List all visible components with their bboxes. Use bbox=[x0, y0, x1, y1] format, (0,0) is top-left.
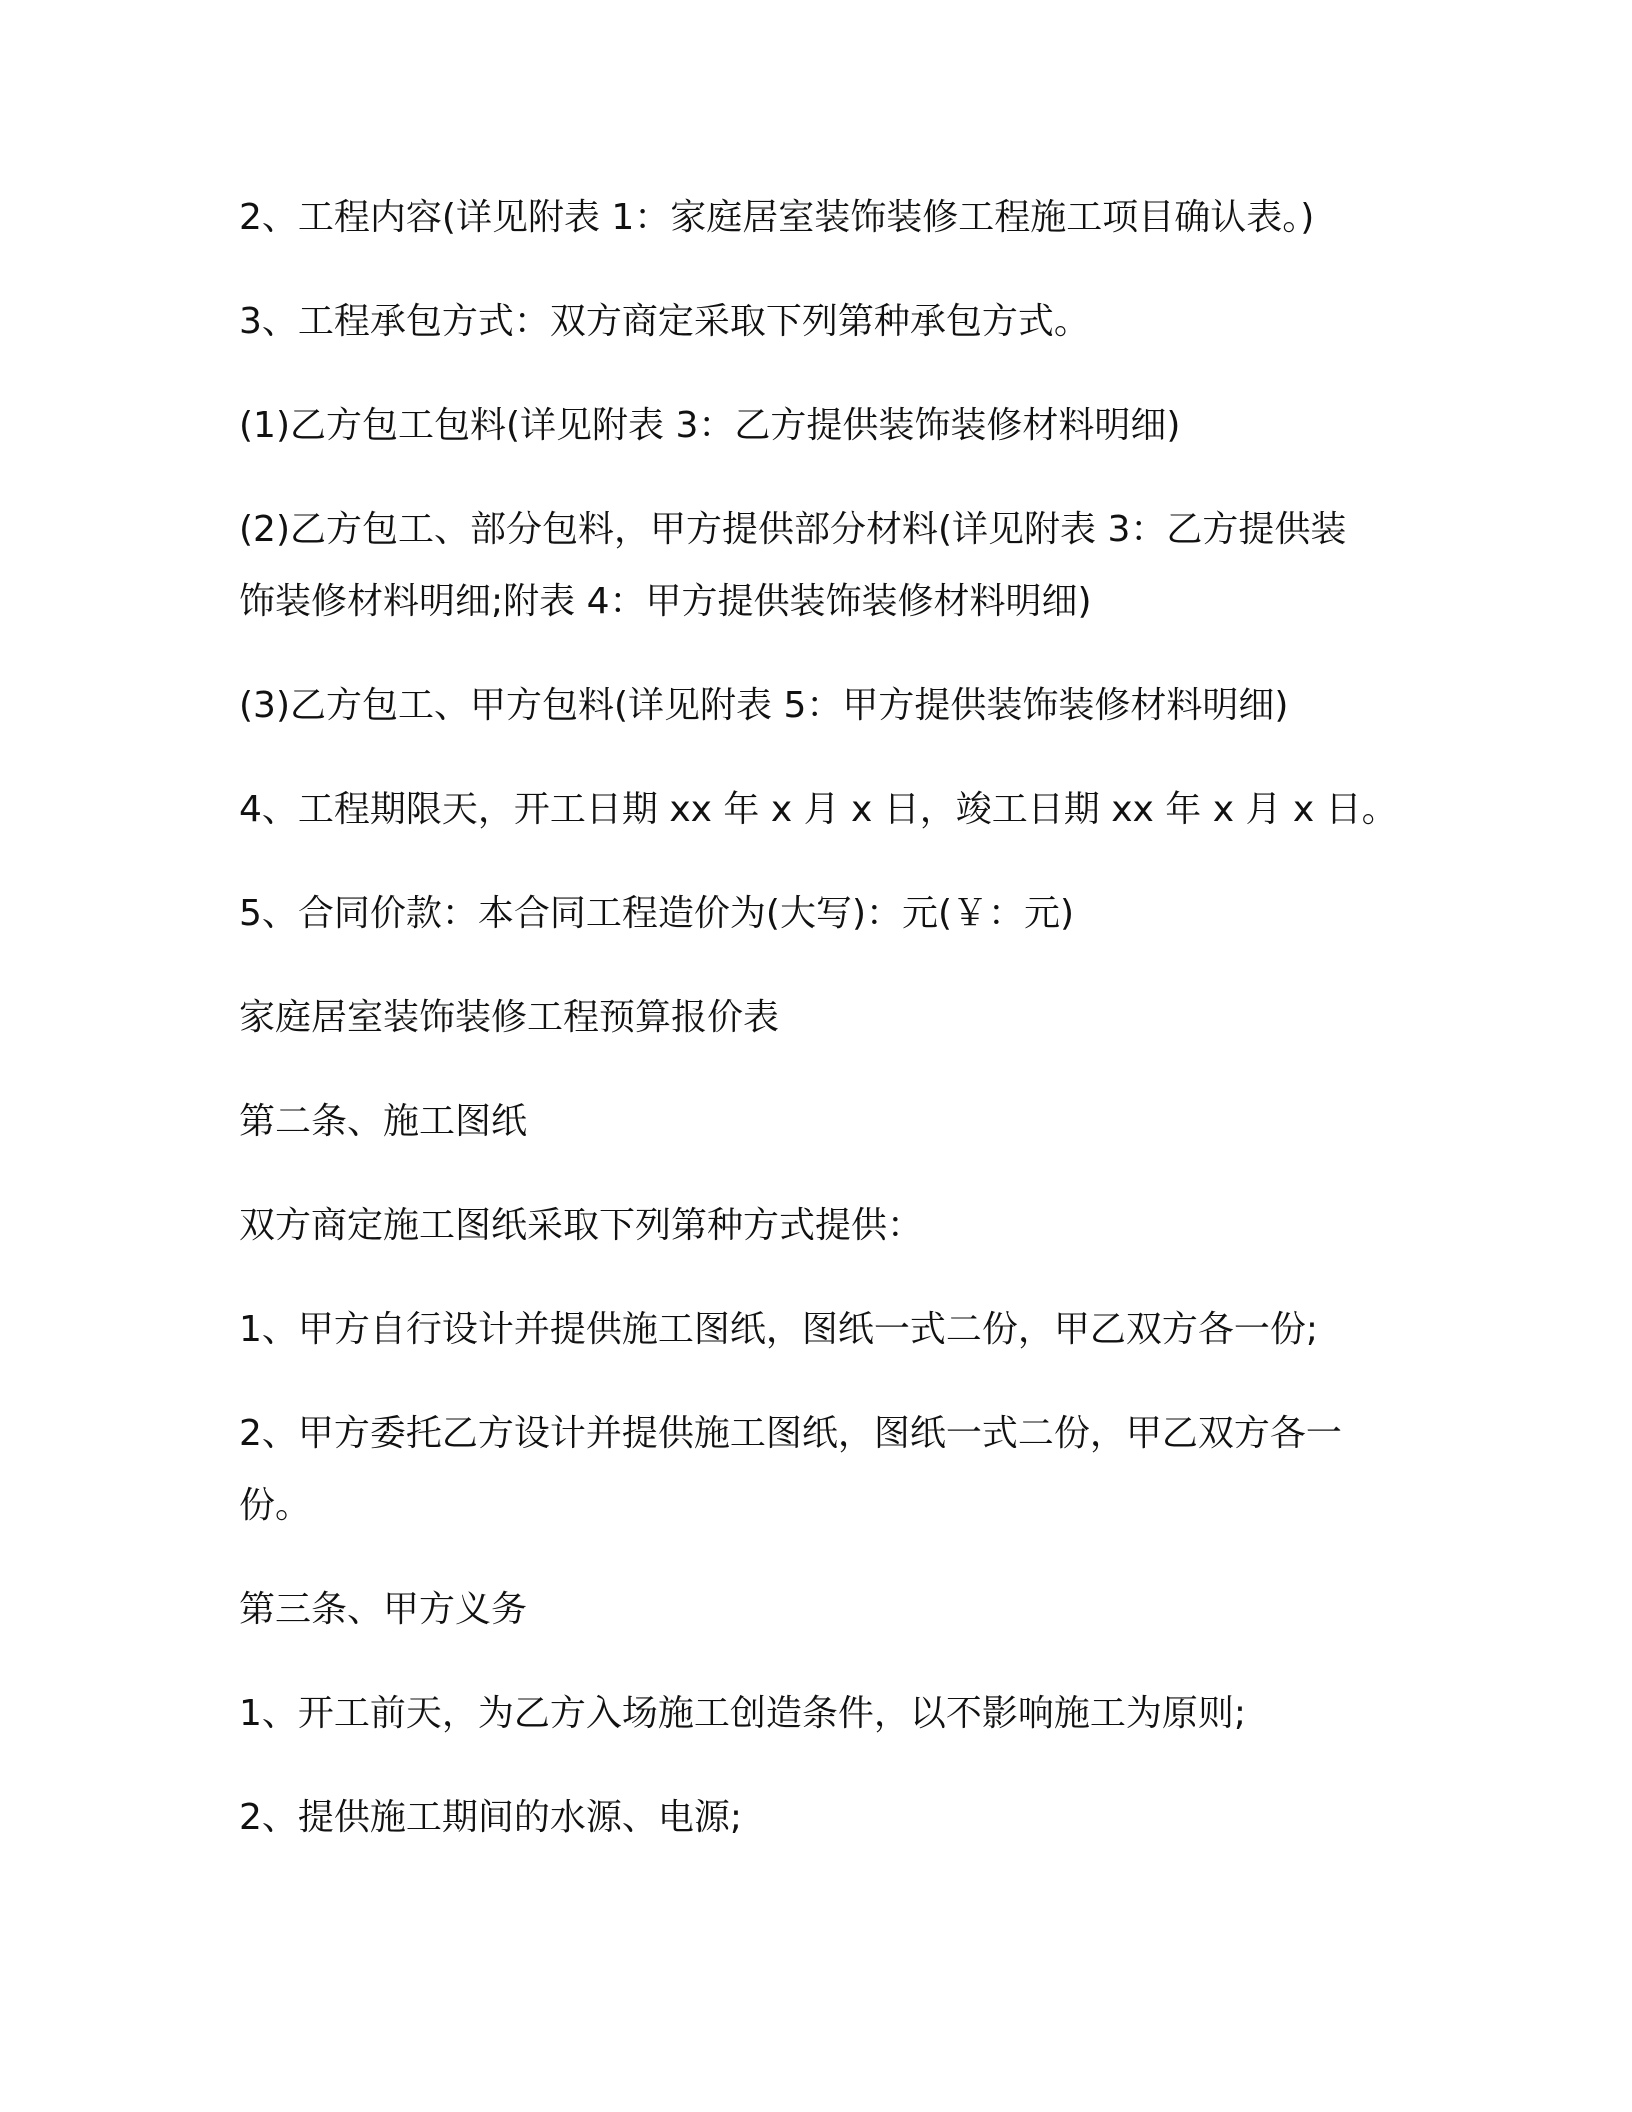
item-2-project-content: 2、工程内容(详见附表 1：家庭居室装饰装修工程施工项目确认表。) bbox=[239, 197, 1315, 238]
owner-duty-1: 1、开工前天，为乙方入场施工创造条件，以不影响施工为原则; bbox=[239, 1693, 1247, 1734]
drawings-option-2-line1: 2、甲方委托乙方设计并提供施工图纸，图纸一式二份，甲乙双方各一 bbox=[239, 1413, 1342, 1454]
drawings-option-1: 1、甲方自行设计并提供施工图纸，图纸一式二份，甲乙双方各一份; bbox=[239, 1309, 1319, 1350]
article-3-heading: 第三条、甲方义务 bbox=[239, 1589, 528, 1630]
budget-quotation-title: 家庭居室装饰装修工程预算报价表 bbox=[239, 997, 780, 1038]
drawings-option-2-line2: 份。 bbox=[239, 1485, 312, 1526]
option-3-owner-materials: (3)乙方包工、甲方包料(详见附表 5：甲方提供装饰装修材料明细) bbox=[239, 685, 1289, 726]
item-3-contract-method: 3、工程承包方式：双方商定采取下列第种承包方式。 bbox=[239, 301, 1090, 342]
item-4-project-period: 4、工程期限天，开工日期 xx 年 x 月 x 日，竣工日期 xx 年 x 月 x 日。 bbox=[239, 789, 1398, 830]
drawings-provision-intro: 双方商定施工图纸采取下列第种方式提供： bbox=[239, 1205, 924, 1246]
article-2-heading: 第二条、施工图纸 bbox=[239, 1101, 528, 1142]
option-1-contractor-labor-materials: (1)乙方包工包料(详见附表 3：乙方提供装饰装修材料明细) bbox=[239, 405, 1181, 446]
option-2-partial-materials-line2: 饰装修材料明细;附表 4：甲方提供装饰装修材料明细) bbox=[239, 581, 1092, 622]
option-2-partial-materials-line1: (2)乙方包工、部分包料，甲方提供部分材料(详见附表 3：乙方提供装 bbox=[239, 509, 1347, 550]
owner-duty-2: 2、提供施工期间的水源、电源; bbox=[239, 1797, 743, 1838]
item-5-contract-price: 5、合同价款：本合同工程造价为(大写)：元(￥：元) bbox=[239, 893, 1075, 934]
